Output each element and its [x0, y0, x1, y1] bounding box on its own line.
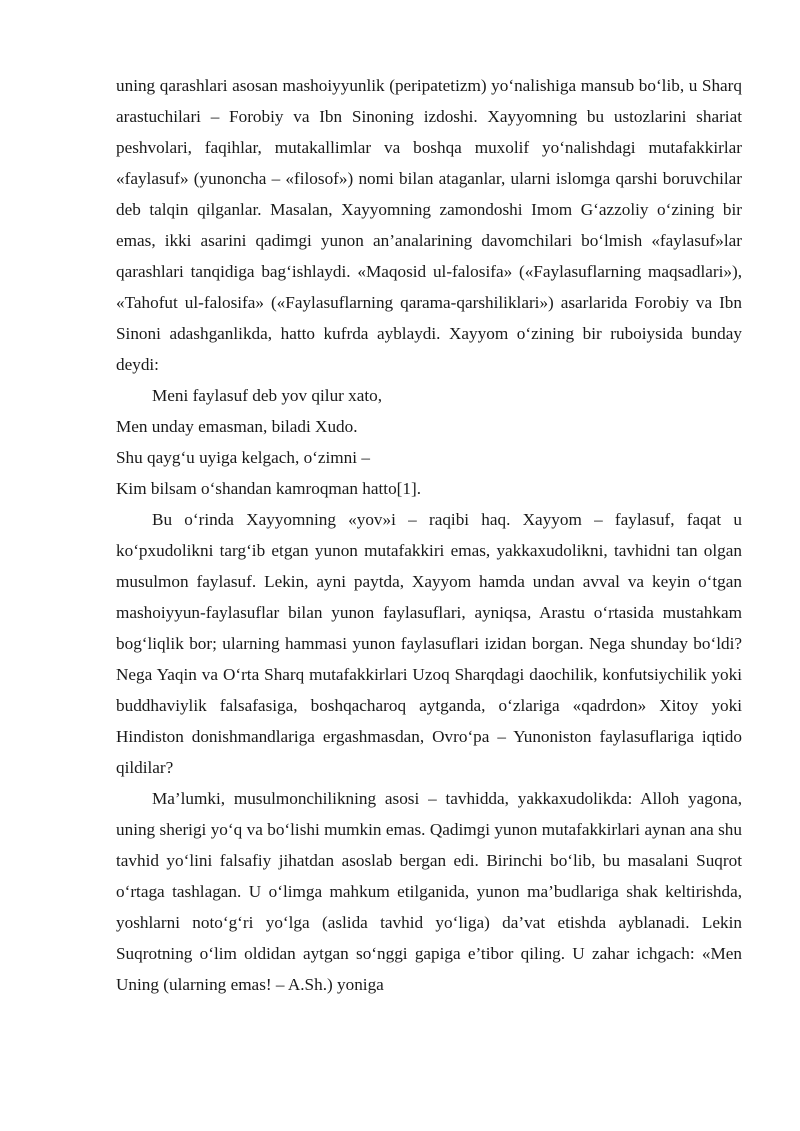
verse-line-2: Men unday emasman, biladi Xudo.	[116, 417, 358, 436]
verse-line-1: Meni faylasuf deb yov qilur xato,	[152, 386, 383, 405]
verse-line-3: Shu qayg‘u uyiga kelgach, o‘zimni –	[116, 448, 370, 467]
paragraph-3: Ma’lumki, musulmonchilikning asosi – tavhidda, yakkaxudolikda: Alloh yagona, uning sherigi yo‘q va bo‘lishi mumkin emas. Qadimgi yunon mutafakkirlari aynan ana shu tavhid yo‘lini falsafiy jihatdan asoslab bergan edi. Birinchi bo‘lib, bu masalani Suqrot o‘rtaga tashlagan. U o‘limga mahkum etilganida, yunon ma’budlariga shak keltirishda, yoshlarni noto‘g‘ri yo‘lga (aslida tavhid yo‘liga) da’vat etishda ayblanadi. Lekin Suqrotning o‘lim oldidan aytgan so‘nggi gapiga e’tibor qiling. U zahar ichgach: «Men Uning (ularning emas! – A.Sh.) yoniga	[116, 789, 742, 994]
paragraph-2: Bu o‘rinda Xayyomning «yov»i – raqibi haq. Xayyom – faylasuf, faqat u ko‘pxudolikni targ‘ib etgan yunon mutafakkiri emas, yakkaxudolikni, tavhidni tan olgan musulmon faylasuf. Lekin, ayni paytda, Xayyom hamda undan avval va keyin o‘tgan mashoiyyun-faylasuflar bilan yunon faylasuflari, ayniqsa, Arastu o‘rtasida mustahkam bog‘liqlik bor; ularning hammasi yunon faylasuflari izidan borgan. Nega shunday bo‘ldi? Nega Yaqin va O‘rta Sharq mutafakkirlari Uzoq Sharqdagi daochilik, konfutsiychilik yoki buddhaviylik falsafasiga, boshqacharoq aytganda, o‘zlariga «qadrdon» Xitoy yoki Hindiston donishmandlariga ergashmasdan, Ovro‘pa – Yunoniston faylasuflariga iqtido qildilar?	[116, 510, 742, 777]
verse-line-4: Kim bilsam o‘shandan kamroqman hatto[1].	[116, 479, 422, 498]
document-page	[116, 70, 742, 1000]
paragraph-1: uning qarashlari asosan mashoiyyunlik (peripatetizm) yo‘nalishiga mansub bo‘lib, u Sharq arastuchilari – Forobiy va Ibn Sinoning izdoshi. Xayyomning bu ustozlarini shariat peshvolari, faqihlar, mutakallimlar va boshqa muxolif yo‘nalishdagi mutafakkirlar «faylasuf» (yunoncha – «filosof») nomi bilan ataganlar, ularni islomga qarshi boruvchilar deb talqin qilganlar. Masalan, Xayyomning zamondoshi Imom G‘azzoliy o‘zining bir emas, ikki asarini qadimgi yunon an’analarining davomchilari bo‘lmish «faylasuf»lar qarashlari tanqidiga bag‘ishlaydi. «Maqosid ul-falosifa» («Faylasuflarning maqsadlari»), «Tahofut ul-falosifa» («Faylasuflarning qarama-qarshiliklari») asarlarida Forobiy va Ibn Sinoni adashganlikda, hatto kufrda ayblaydi. Xayyom o‘zining bir ruboiysida bunday deydi:	[116, 76, 742, 374]
verse-block	[116, 380, 742, 504]
